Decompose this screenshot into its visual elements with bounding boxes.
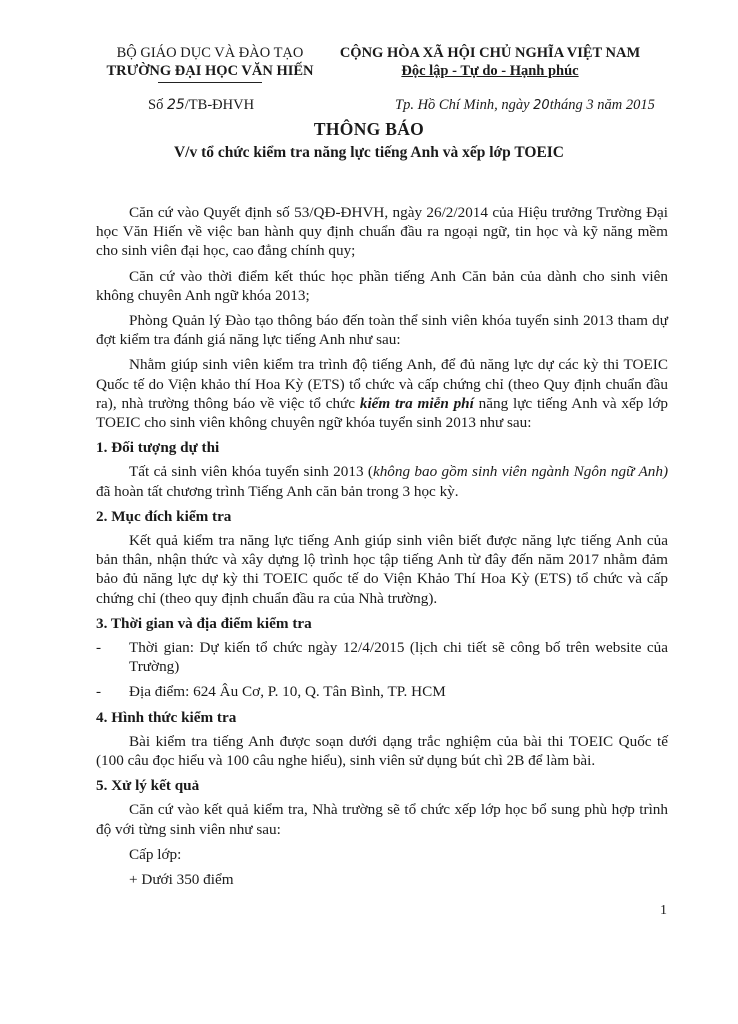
doc-no-prefix: Số xyxy=(148,97,167,113)
class-label: Cấp lớp: xyxy=(129,845,182,863)
republic-name: CỘNG HÒA XÃ HỘI CHỦ NGHĨA VIỆT NAM xyxy=(339,45,641,61)
section-heading: 4. Hình thức kiểm tra xyxy=(96,708,237,726)
dash-bullet: - xyxy=(96,683,102,701)
issue-date xyxy=(395,97,655,114)
intro-paragraph: Căn cứ vào thời điểm kết thúc học phần tiếng Anh Căn bản của dành cho sinh viên không chuyên Anh ngữ khóa 2013; xyxy=(96,267,668,304)
section-paragraph xyxy=(96,462,668,500)
intro-paragraph: Phòng Quản lý Đào tạo thông báo đến toàn thể sinh viên khóa tuyển sinh 2013 tham dự đợt kiểm tra đánh giá năng lực tiếng Anh như sau: xyxy=(96,312,668,349)
score-tier: + Dưới 350 điểm xyxy=(129,871,234,889)
document-subject: V/v tổ chức kiểm tra năng lực tiếng Anh và xếp lớp TOEIC xyxy=(173,144,565,161)
free-test-emphasis: kiểm tra miễn phí xyxy=(359,394,474,412)
intro-text: Nhằm giúp sinh viên kiểm tra trình độ tiếng Anh, để đủ năng lực dự các kỳ thi TOEIC Quốc tế do Viện khảo thí Hoa Kỳ (ETS) tổ chức và cấp chứng chỉ (theo Quy định chuẩn đầu ra), nhà trường thông báo về việc tổ chức xyxy=(96,356,668,412)
national-header xyxy=(330,44,650,80)
university-name: TRƯỜNG ĐẠI HỌC VĂN HIẾN xyxy=(106,63,314,79)
intro-paragraph: Căn cứ vào Quyết định số 53/QĐ-ĐHVH, ngày 26/2/2014 của Hiệu trưởng Trường Đại học Văn Hiến về việc ban hành quy định chuẩn đầu ra ngoại ngữ, tin học và kỹ năng mềm cho sinh viên đại học, cao đẳng chính quy; xyxy=(96,204,668,260)
section-paragraph: Kết quả kiểm tra năng lực tiếng Anh giúp sinh viên biết được năng lực tiếng Anh của bản thân, nhận thức và xây dựng lộ trình học tập tiếng Anh từ đây đến năm 2017 nhằm đảm bảo đủ năng lực dự kỳ thi TOEIC quốc tế do Viện Khảo Thí Hoa Kỳ (ETS) tổ chức và cấp chứng chỉ (theo quy định chuẩn đầu ra của Nhà trường). xyxy=(96,532,668,607)
list-item xyxy=(96,682,668,701)
ministry-name: BỘ GIÁO DỤC VÀ ĐÀO TẠO xyxy=(116,45,304,61)
section-heading: 2. Mục đích kiểm tra xyxy=(96,507,232,525)
section-paragraph: Căn cứ vào kết quả kiểm tra, Nhà trường sẽ tổ chức xếp lớp học bổ sung phù hợp trình độ với từng sinh viên như sau: xyxy=(96,801,668,838)
intro-paragraph xyxy=(96,355,668,432)
date-prefix: Tp. Hồ Chí Minh, ngày xyxy=(395,97,534,113)
issuer-block xyxy=(100,44,320,83)
intro-text: năng lực tiếng Anh và xếp lớp TOEIC cho sinh viên không chuyên ngữ khóa tuyển sinh 2013 như sau: xyxy=(96,394,668,432)
dash-bullet: - xyxy=(96,639,102,657)
page-number: 1 xyxy=(660,903,667,918)
date-day-handwritten: 20 xyxy=(533,98,550,113)
section-text: Tất cả sinh viên khóa tuyển sinh 2013 ( xyxy=(129,463,373,481)
section-paragraph: Bài kiểm tra tiếng Anh được soạn dưới dạng trắc nghiệm của bài thi TOEIC Quốc tế (100 câu đọc hiểu và 100 câu nghe hiểu), sinh viên sử dụng bút chì 2B để làm bài. xyxy=(96,732,668,770)
document-number xyxy=(148,97,254,114)
exam-time: Thời gian: Dự kiến tổ chức ngày 12/4/2015 (lịch chi tiết sẽ công bố trên website của Trường) xyxy=(129,639,668,676)
section-heading: 1. Đối tượng dự thi xyxy=(96,439,220,457)
doc-no-handwritten: 25 xyxy=(166,97,185,113)
date-suffix: tháng 3 năm 2015 xyxy=(549,97,655,113)
exam-location: Địa điểm: 624 Âu Cơ, P. 10, Q. Tân Bình, TP. HCM xyxy=(129,683,446,701)
divider xyxy=(158,82,262,83)
exclusion-note: không bao gồm sinh viên ngành Ngôn ngữ Anh) xyxy=(372,463,668,481)
document-body xyxy=(96,203,668,895)
doc-no-suffix: /TB-ĐHVH xyxy=(184,97,255,113)
national-motto: Độc lập - Tự do - Hạnh phúc xyxy=(401,63,579,79)
section-text: đã hoàn tất chương trình Tiếng Anh căn bản trong 3 học kỳ. xyxy=(96,482,459,500)
list-item xyxy=(96,638,668,676)
section-heading: 5. Xử lý kết quả xyxy=(96,777,200,795)
document-title: THÔNG BÁO xyxy=(313,119,425,139)
section-heading: 3. Thời gian và địa điểm kiểm tra xyxy=(96,614,312,632)
